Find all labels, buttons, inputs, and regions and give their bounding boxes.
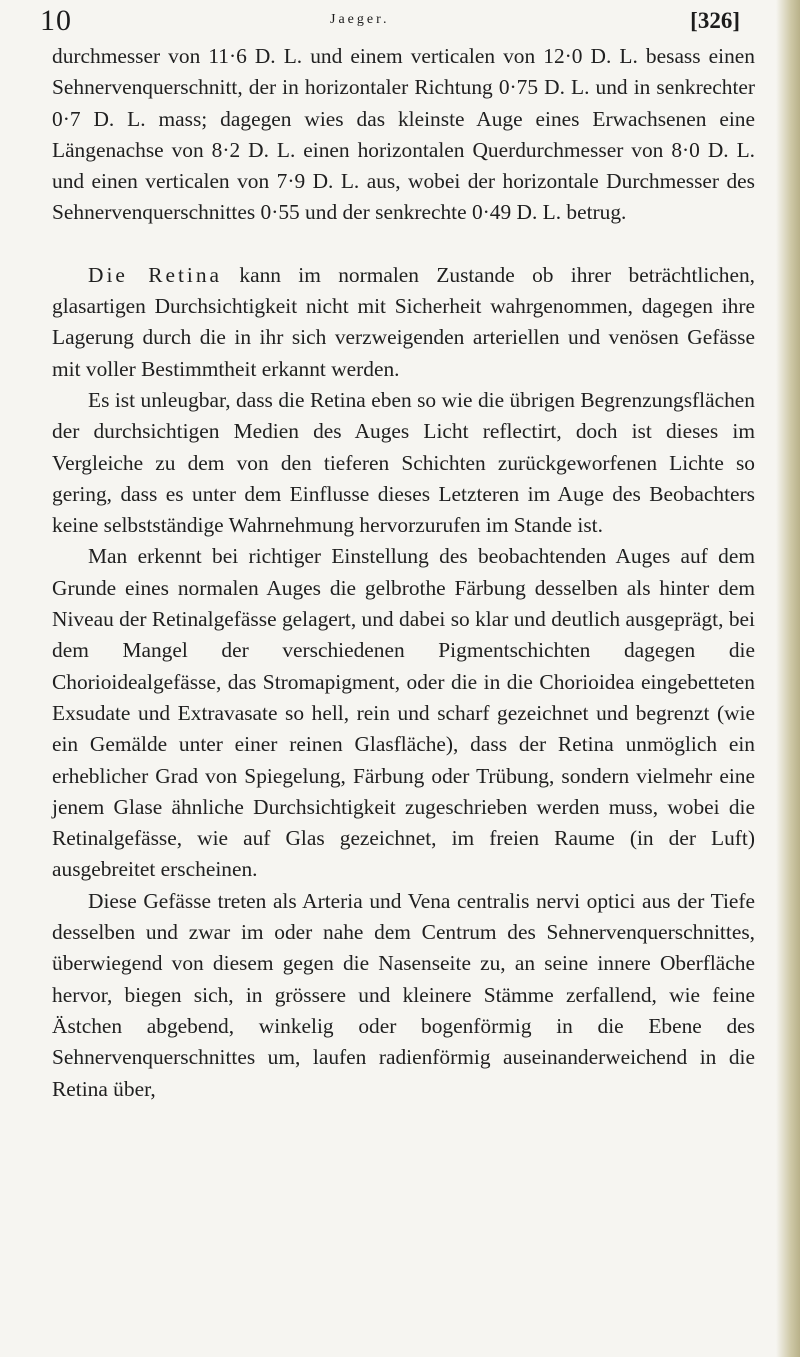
paragraph-text: kann im normalen Zustande ob ihrer beträchtlichen, glasartigen Durchsichtigkeit nicht mit Sicherheit wahrgenommen, dagegen ihre Lagerung durch die in ihr sich verzweigenden arteriellen und venösen Gefässe mit voller Bestimmtheit erkannt werden. — [52, 262, 755, 381]
paragraph-text: Diese Gefässe treten als Arteria und Vena centralis nervi optici aus der Tiefe desselben und zwar im oder nahe dem Centrum des Sehnervenquerschnittes, überwiegend von diesem gegen die Nasenseite zu, an seine innere Oberfläche hervor, biegen sich, in grössere und kleinere Stämme zerfallend, wie feine Ästchen abgebend, winkelig oder bogenförmig in die Ebene des Sehnervenquerschnittes um, laufen radienförmig auseinanderweichend in die Retina über, — [52, 888, 755, 1101]
page-number: 10 — [40, 4, 72, 37]
paragraph-4 — [52, 541, 755, 885]
paragraph-1 — [52, 41, 755, 229]
page-edge-shadow — [776, 0, 800, 1357]
body-text — [52, 41, 755, 1105]
paragraph-text: durchmesser von 11·6 D. L. und einem verticalen von 12·0 D. L. besass einen Sehnervenquerschnitt, der in horizontaler Richtung 0·75 D. L. und in senkrechter 0·7 D. L. mass; dagegen wies das kleinste Auge eines Erwachsenen eine Längenachse von 8·2 D. L. einen horizontalen Querdurchmesser von 8·0 D. L. und einen verticalen von 7·9 D. L. aus, wobei der horizontale Durchmesser des Sehnervenquerschnittes 0·55 und der senkrechte 0·49 D. L. betrug. — [52, 44, 755, 225]
paragraph-2 — [52, 260, 755, 385]
paragraph-3 — [52, 385, 755, 541]
page-reference: [326] — [690, 8, 740, 33]
paragraph-text: Man erkennt bei richtiger Einstellung des beobachtenden Auges auf dem Grunde eines normalen Auges die gelbrothe Färbung desselben als hinter dem Niveau der Retinalgefässe gelagert, und dabei so klar und deutlich ausgeprägt, bei dem Mangel der verschiedenen Pigmentschichten dagegen die Chorioidealgefässe, das Stromapigment, oder die in die Chorioidea eingebetteten Exsudate und Extravasate so hell, rein und scharf gezeichnet und begrenzt (wie ein Gemälde unter einer reinen Glasfläche), dass der Retina unmöglich ein erheblicher Grad von Spiegelung, Färbung oder Trübung, sondern vielmehr eine jenem Glase ähnliche Durchsichtigkeit zugeschrieben werden muss, wobei die Retinalgefässe, wie auf Glas gezeichnet, im freien Raume (in der Luft) ausgebreitet erscheinen. — [52, 544, 755, 882]
paragraph-5 — [52, 886, 755, 1105]
page-header — [40, 4, 740, 40]
running-head: Jaeger. — [330, 12, 390, 27]
paragraph-text: Es ist unleugbar, dass die Retina eben so wie die übrigen Begrenzungsflächen der durchsichtigen Medien des Auges Licht reflectirt, doch ist dieses im Vergleiche zu dem von den tieferen Schichten zurückgeworfenen Lichte so gering, dass es unter dem Einflusse dieses Letzteren im Auge des Beobachters keine selbstständige Wahrnehmung hervorzurufen im Stande ist. — [52, 387, 755, 538]
section-lead: Die Retina — [88, 262, 223, 287]
